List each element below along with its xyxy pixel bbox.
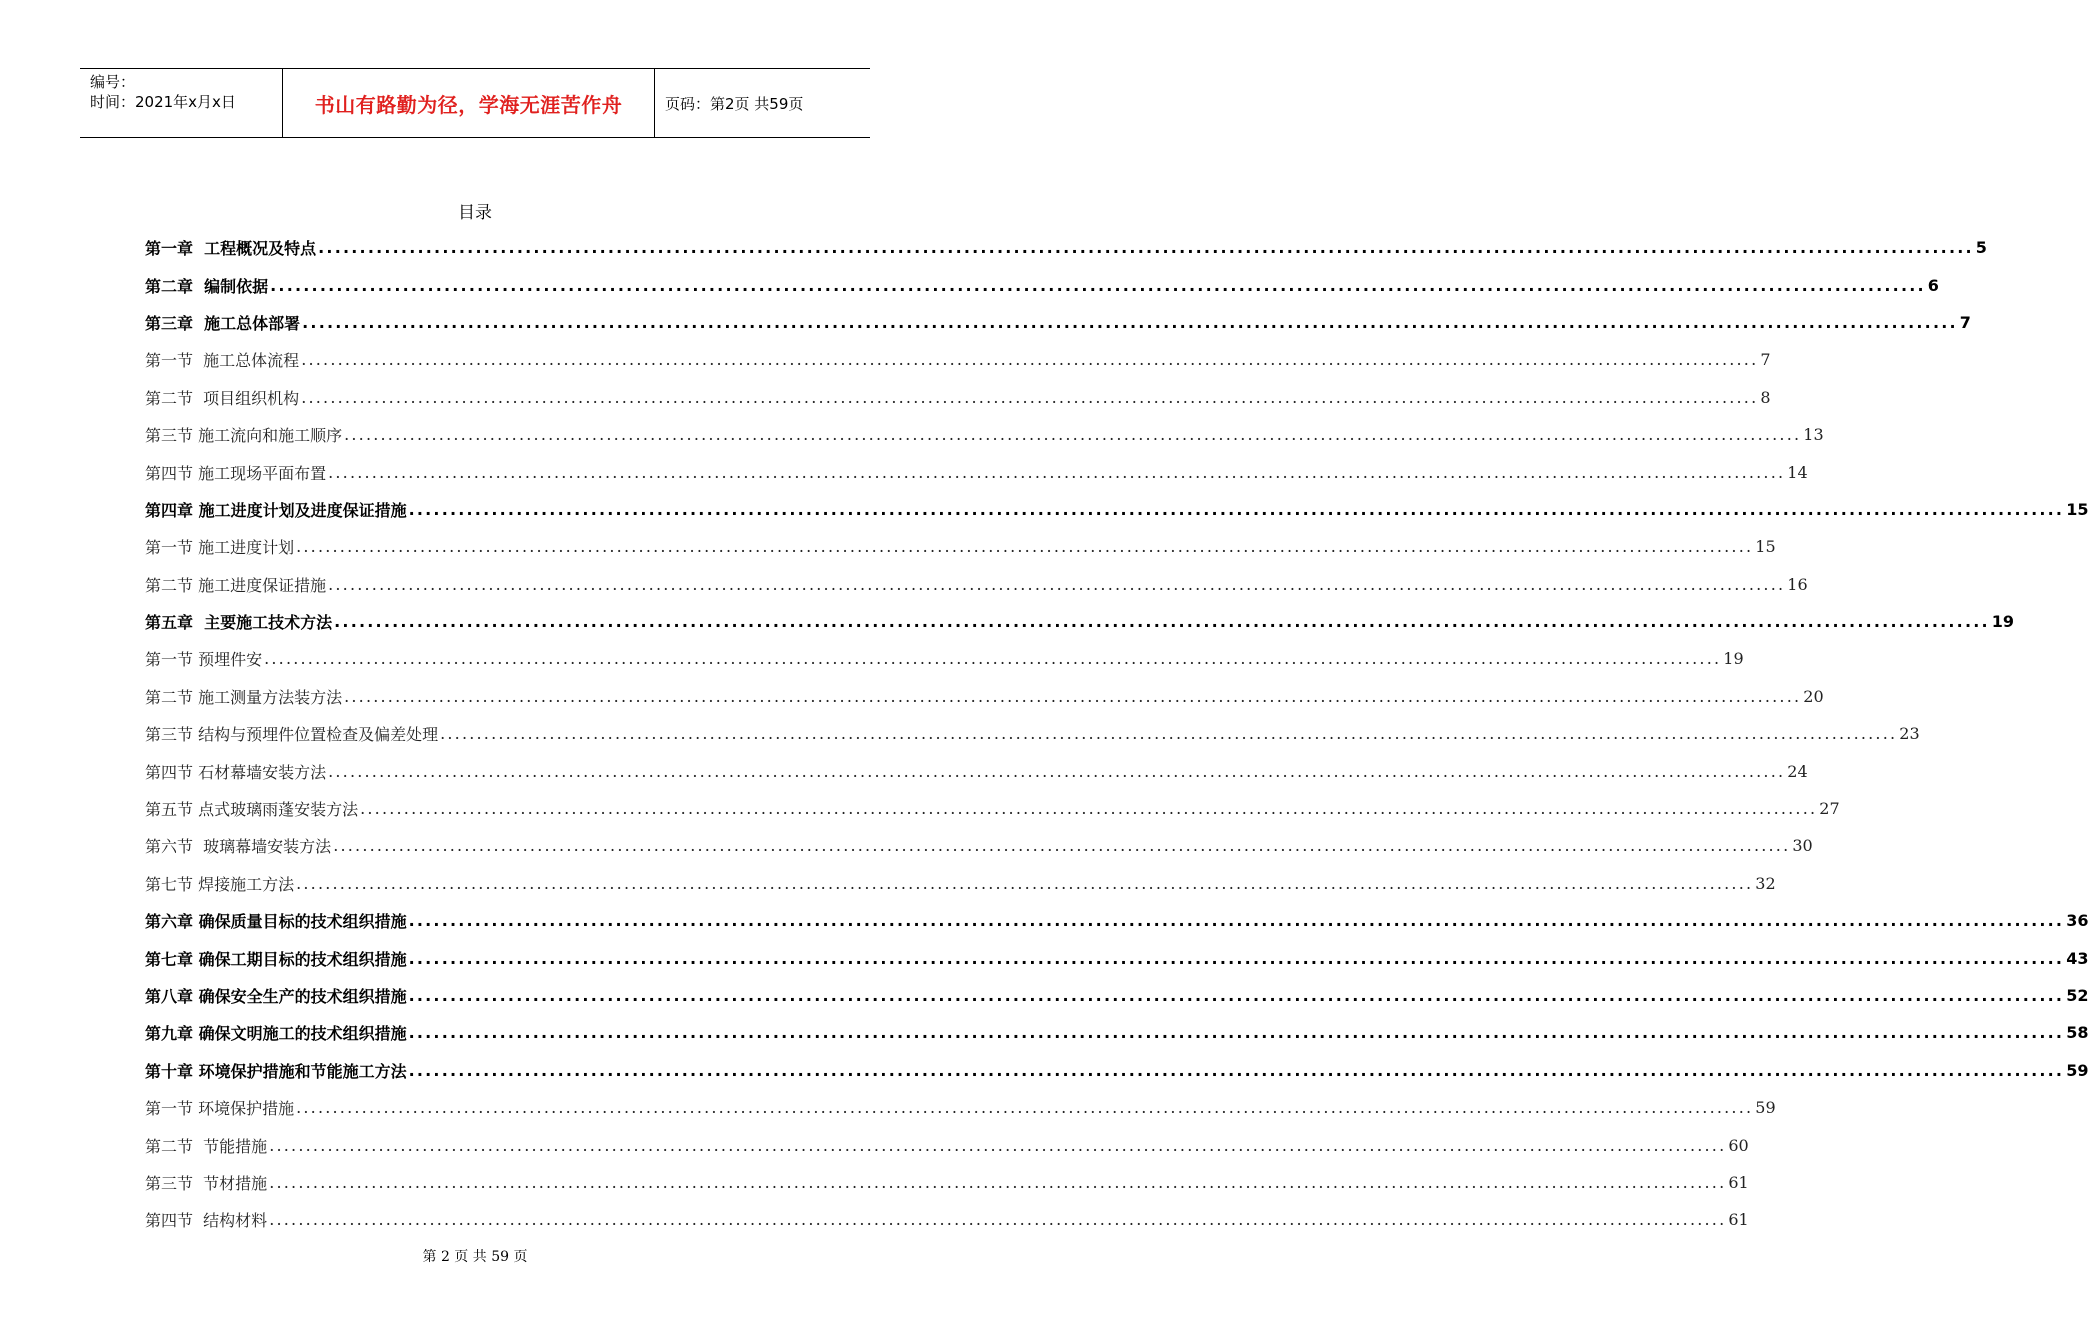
toc-entry[interactable] <box>145 1126 1749 1163</box>
document-time-label: 时间：2021年x月x日 <box>90 93 236 111</box>
toc-entry[interactable] <box>145 528 1776 565</box>
toc-leader-dots: ........................................................................................................................................................................................................ <box>301 350 1759 370</box>
toc-leader-dots: ........................................................................................................................................................................................................ <box>269 1210 1727 1230</box>
toc-entry-label: 第五章 主要施工技术方法 <box>145 613 333 633</box>
toc-leader-dots: ........................................................................................................................................................................................................ <box>408 911 2065 931</box>
toc-entry-page: 5 <box>1975 238 1987 258</box>
toc-entry[interactable] <box>145 304 1971 341</box>
toc-entry-page: 59 <box>2066 1060 2088 1080</box>
toc-entry[interactable] <box>145 603 2015 640</box>
page-header <box>80 68 870 138</box>
toc-leader-dots: ........................................................................................................................................................................................................ <box>328 574 1786 594</box>
toc-leader-dots: ........................................................................................................................................................................................................ <box>296 873 1754 893</box>
toc-entry-page: 20 <box>1803 686 1824 706</box>
toc-entry[interactable] <box>145 416 1824 453</box>
toc-leader-dots: ........................................................................................................................................................................................................ <box>408 1060 2065 1080</box>
toc-leader-dots: ........................................................................................................................................................................................................ <box>360 799 1818 819</box>
toc-entry-label: 第七节 焊接施工方法 <box>145 874 295 894</box>
toc-entry[interactable] <box>145 229 1987 266</box>
toc-entry-page: 58 <box>2066 1023 2088 1043</box>
toc-entry-page: 36 <box>2066 911 2088 931</box>
toc-entry-label: 第六节 玻璃幕墙安装方法 <box>145 837 332 857</box>
toc-entry-page: 23 <box>1899 724 1920 744</box>
toc-entry[interactable] <box>145 790 1840 827</box>
toc-entry[interactable] <box>145 1089 1776 1126</box>
toc-leader-dots: ........................................................................................................................................................................................................ <box>318 238 1974 258</box>
toc-title: 目录 <box>458 203 492 223</box>
toc-entry[interactable] <box>145 341 1771 378</box>
toc-entry-label: 第一章 工程概况及特点 <box>145 239 317 259</box>
toc-entry[interactable] <box>145 491 2088 528</box>
toc-leader-dots: ........................................................................................................................................................................................................ <box>264 649 1722 669</box>
toc-entry-page: 27 <box>1819 799 1840 819</box>
document-number-label: 编号： <box>90 73 136 91</box>
toc-leader-dots: ........................................................................................................................................................................................................ <box>328 462 1786 482</box>
toc-entry[interactable] <box>145 266 1939 303</box>
toc-leader-dots: ........................................................................................................................................................................................................ <box>408 499 2065 519</box>
header-motto: 书山有路勤为径，学海无涯苦作舟 <box>283 69 655 137</box>
toc-entry-page: 7 <box>1760 350 1771 370</box>
toc-entry[interactable] <box>145 566 1808 603</box>
toc-leader-dots: ........................................................................................................................................................................................................ <box>333 836 1791 856</box>
toc-entry-page: 60 <box>1728 1135 1749 1155</box>
toc-entry-label: 第四节 石材幕墙安装方法 <box>145 762 327 782</box>
toc-entry-label: 第三章 施工总体部署 <box>145 313 301 333</box>
toc-leader-dots: ........................................................................................................................................................................................................ <box>296 1098 1754 1118</box>
toc-leader-dots: ........................................................................................................................................................................................................ <box>408 986 2065 1005</box>
toc-entry-page: 30 <box>1792 836 1813 856</box>
toc-leader-dots: ........................................................................................................................................................................................................ <box>408 1023 2065 1043</box>
toc-entry-label: 第三节 施工流向和施工顺序 <box>145 426 343 446</box>
toc-leader-dots: ........................................................................................................................................................................................................ <box>344 686 1802 706</box>
toc-entry-page: 52 <box>2066 986 2088 1005</box>
toc-entry-label: 第三节 节材措施 <box>145 1173 268 1193</box>
toc-entry[interactable] <box>145 678 1824 715</box>
toc-entry-label: 第一节 施工总体流程 <box>145 351 300 371</box>
toc-entry-page: 8 <box>1760 387 1771 407</box>
toc-entry[interactable] <box>145 379 1771 416</box>
toc-entry[interactable] <box>145 902 2088 939</box>
toc-entry-label: 第二章 编制依据 <box>145 276 269 296</box>
toc-entry-label: 第四章 施工进度计划及进度保证措施 <box>145 500 407 520</box>
toc-leader-dots: ........................................................................................................................................................................................................ <box>269 1172 1727 1192</box>
header-page-info: 页码：第2页 共59页 <box>665 94 804 113</box>
toc-entry-page: 61 <box>1728 1172 1749 1192</box>
toc-entry-label: 第五节 点式玻璃雨蓬安装方法 <box>145 800 359 820</box>
toc-entry-label: 第六章 确保质量目标的技术组织措施 <box>145 912 407 932</box>
toc-leader-dots: ........................................................................................................................................................................................................ <box>344 425 1802 445</box>
toc-leader-dots: ........................................................................................................................................................................................................ <box>270 275 1926 295</box>
toc-entry-label: 第二节 施工测量方法装方法 <box>145 687 343 707</box>
toc-entry-page: 15 <box>1755 537 1776 557</box>
toc-entry-page: 19 <box>1991 612 2015 632</box>
toc-entry-label: 第四节 施工现场平面布置 <box>145 463 327 483</box>
toc-entry[interactable] <box>145 715 1920 752</box>
toc-entry-page: 7 <box>1959 312 1971 332</box>
toc-leader-dots: ........................................................................................................................................................................................................ <box>440 724 1898 744</box>
toc-leader-dots: ........................................................................................................................................................................................................ <box>328 761 1786 781</box>
toc-leader-dots: ........................................................................................................................................................................................................ <box>269 1135 1727 1155</box>
toc-leader-dots: ........................................................................................................................................................................................................ <box>301 387 1759 407</box>
toc-entry-page: 19 <box>1723 649 1744 669</box>
toc-entry[interactable] <box>145 865 1776 902</box>
toc-entry-label: 第八章 确保安全生产的技术组织措施 <box>145 987 407 1006</box>
header-meta <box>80 69 283 137</box>
toc-entry-label: 第七章 确保工期目标的技术组织措施 <box>145 949 407 969</box>
toc-entry-page: 14 <box>1787 462 1808 482</box>
toc-entry-page: 59 <box>1755 1098 1776 1118</box>
toc-entry[interactable] <box>145 1052 2088 1089</box>
toc-entry-page: 43 <box>2066 948 2088 968</box>
toc-leader-dots: ........................................................................................................................................................................................................ <box>408 948 2065 968</box>
toc-entry-page: 16 <box>1787 574 1808 594</box>
toc-entry[interactable] <box>145 752 1808 789</box>
toc-leader-dots: ........................................................................................................................................................................................................ <box>334 612 1990 632</box>
toc-entry[interactable] <box>145 453 1808 490</box>
toc-entry-label: 第二节 施工进度保证措施 <box>145 575 327 595</box>
toc-entry-page: 24 <box>1787 761 1808 781</box>
toc-entry[interactable] <box>145 1164 1749 1201</box>
toc-entry-label: 第十章 环境保护措施和节能施工方法 <box>145 1061 407 1081</box>
toc-entry-label: 第二节 项目组织机构 <box>145 388 300 408</box>
toc-entry-page: 13 <box>1803 425 1824 445</box>
toc-entry-label: 第四节 结构材料 <box>145 1211 268 1231</box>
toc-entry-label: 第一节 施工进度计划 <box>145 538 295 558</box>
toc-entry-label: 第一节 环境保护措施 <box>145 1099 295 1119</box>
toc-entry[interactable] <box>145 640 1744 677</box>
page-footer: 第 2 页 共 59 页 <box>422 1249 528 1265</box>
toc-entry[interactable] <box>145 977 2088 1014</box>
toc-entry-page: 6 <box>1927 275 1939 295</box>
toc-entry[interactable] <box>145 939 2088 976</box>
toc-entry-label: 第二节 节能措施 <box>145 1136 268 1156</box>
toc-entry-page: 32 <box>1755 873 1776 893</box>
toc-entry-label: 第九章 确保文明施工的技术组织措施 <box>145 1024 407 1044</box>
toc-entry-page: 61 <box>1728 1210 1749 1230</box>
toc-leader-dots: ........................................................................................................................................................................................................ <box>296 537 1754 557</box>
toc-entry[interactable] <box>145 1014 2088 1051</box>
toc-entry-label: 第一节 预埋件安 <box>145 650 263 670</box>
toc-entry[interactable] <box>145 827 1813 864</box>
toc-entry[interactable] <box>145 1201 1749 1238</box>
toc-entry-label: 第三节 结构与预埋件位置检查及偏差处理 <box>145 725 439 745</box>
toc-entry-page: 15 <box>2066 499 2088 519</box>
toc-leader-dots: ........................................................................................................................................................................................................ <box>302 312 1958 332</box>
table-of-contents <box>145 229 2088 1239</box>
